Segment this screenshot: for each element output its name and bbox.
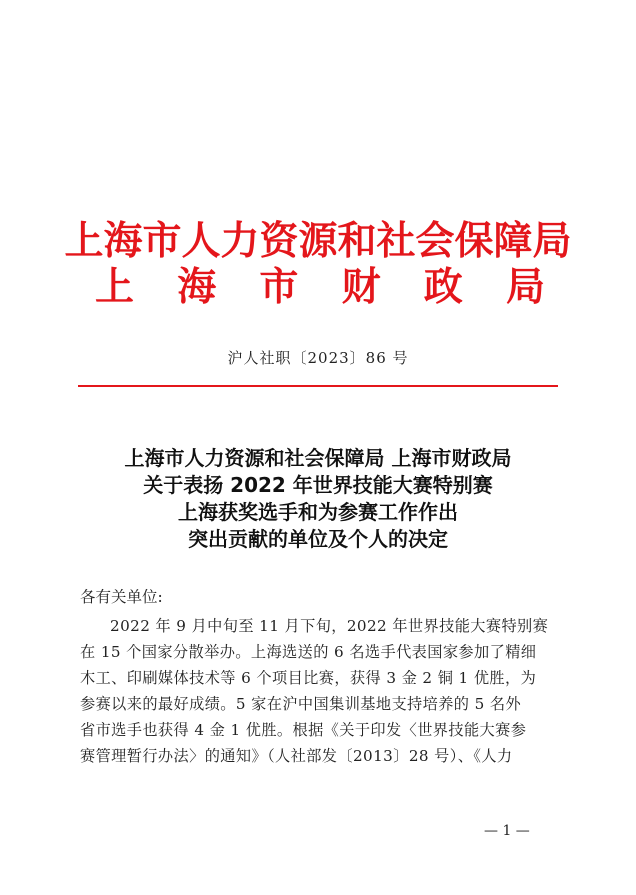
title-line: 上海获奖选手和为参赛工作作出 bbox=[178, 500, 458, 524]
letterhead-char: 局 bbox=[505, 264, 545, 310]
body-paragraph bbox=[80, 613, 558, 769]
body-line: 在 15 个国家分散举办。上海选送的 6 名选手代表国家参加了精细 bbox=[80, 643, 537, 661]
title-line: 上海市人力资源和社会保障局 上海市财政局 bbox=[124, 446, 512, 470]
title-line: 突出贡献的单位及个人的决定 bbox=[188, 527, 448, 551]
document-number: 沪人社职〔2023〕86 号 bbox=[227, 349, 409, 367]
letterhead-char: 财 bbox=[341, 264, 381, 310]
page-number: — 1 — bbox=[484, 823, 530, 839]
body-line: 省市选手也获得 4 金 1 优胜。根据《关于印发〈世界技能大赛参 bbox=[80, 721, 527, 739]
letterhead-char: 上 bbox=[95, 264, 135, 310]
body-line: 参赛以来的最好成绩。5 家在沪中国集训基地支持培养的 5 名外 bbox=[80, 695, 522, 713]
letterhead-line-2 bbox=[95, 256, 545, 310]
letterhead-line-1: 上海市人力资源和社会保障局 bbox=[64, 218, 572, 264]
salutation: 各有关单位: bbox=[80, 588, 163, 606]
body-line: 赛管理暂行办法〉的通知》（人社部发〔2013〕28 号）、《人力 bbox=[80, 747, 513, 765]
letterhead-char: 政 bbox=[423, 264, 463, 310]
letterhead-char: 海 bbox=[177, 264, 217, 310]
red-divider bbox=[78, 385, 558, 387]
body-line: 2022 年 9 月中旬至 11 月下旬，2022 年世界技能大赛特别赛 bbox=[110, 617, 549, 635]
document-title bbox=[0, 445, 636, 553]
body-line: 木工、印刷媒体技术等 6 个项目比赛，获得 3 金 2 铜 1 优胜，为 bbox=[80, 669, 537, 687]
letterhead-char: 市 bbox=[259, 264, 299, 310]
title-line: 关于表扬 2022 年世界技能大赛特别赛 bbox=[143, 473, 493, 497]
